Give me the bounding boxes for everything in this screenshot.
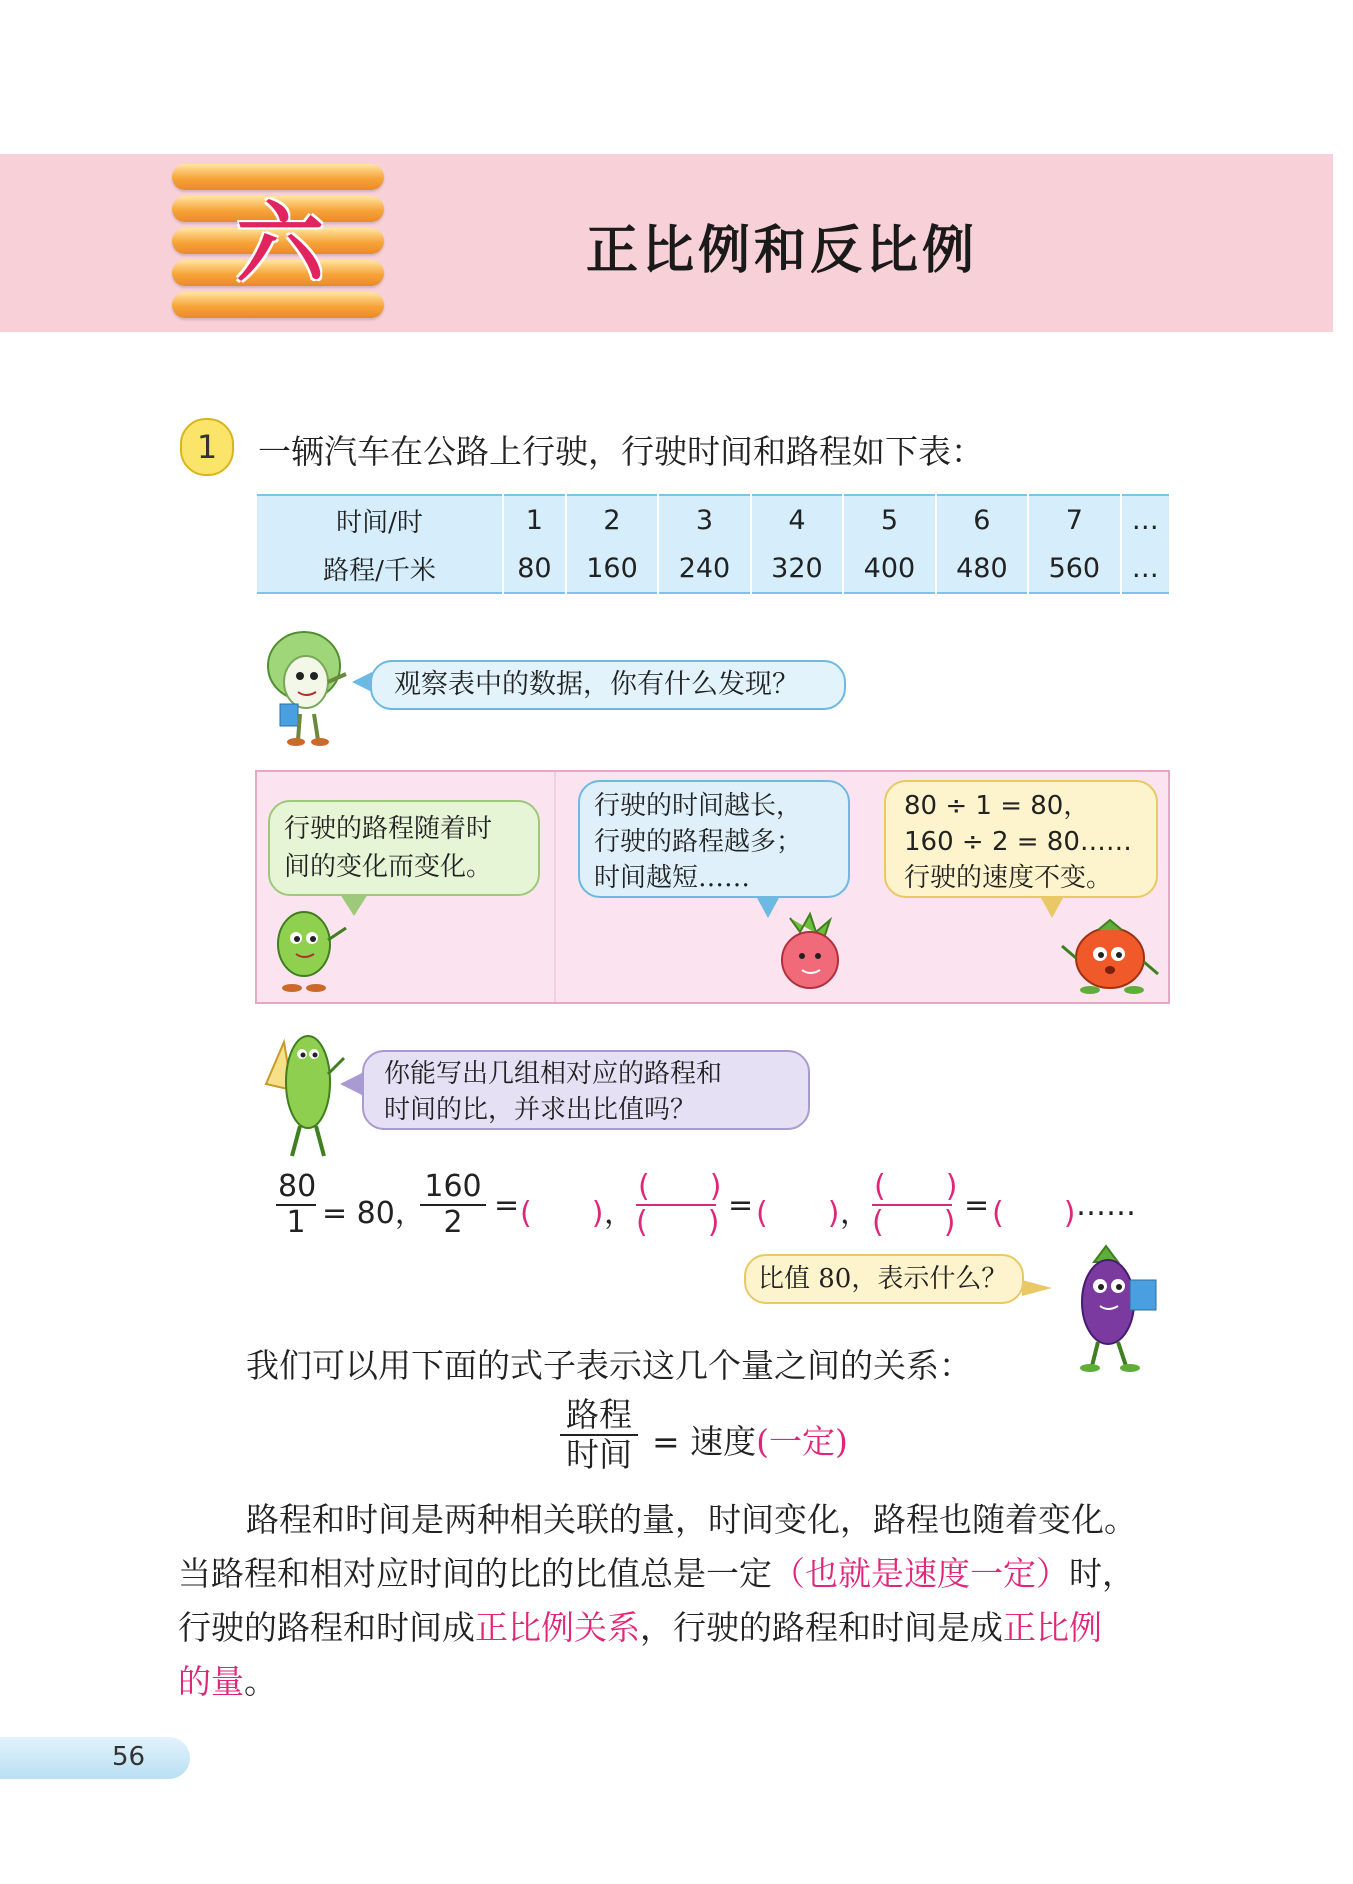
eggplant-character-icon <box>1060 1240 1170 1374</box>
fraction-numerator: 160 <box>420 1170 486 1206</box>
table-cell: … <box>1121 544 1169 593</box>
separator: ， <box>840 1196 870 1231</box>
equals-sign: = <box>494 1188 520 1223</box>
header-stripe <box>172 164 384 190</box>
tomato-character-icon <box>1054 912 1164 998</box>
bubble-line: 160 ÷ 2 = 80…… <box>904 827 1132 857</box>
table-cell: 2 <box>566 495 658 544</box>
speech-bubble-c <box>884 780 1158 898</box>
formula-denominator: 时间 <box>566 1435 632 1474</box>
relation-intro: 我们可以用下面的式子表示这几个量之间的关系： <box>246 1346 972 1385</box>
fraction-80-over-1 <box>276 1170 316 1240</box>
paragraph-line <box>178 1554 1135 1594</box>
example-badge-number: 1 <box>196 428 218 466</box>
cabbage-character-icon <box>254 622 354 748</box>
header-stripe <box>172 292 384 318</box>
ellipsis: …… <box>1076 1188 1136 1223</box>
table-cell: 560 <box>1028 544 1120 593</box>
highlight-term: 正比例关系 <box>475 1608 640 1647</box>
table-cell: 7 <box>1028 495 1120 544</box>
table-row-distance <box>257 544 1169 593</box>
answer-blank: ( ) <box>992 1196 1076 1231</box>
table-cell: 480 <box>936 544 1028 593</box>
bubble-line: 间的变化而变化。 <box>284 852 493 882</box>
fraction-denominator: 1 <box>286 1205 306 1240</box>
text-run: 时， <box>1069 1554 1135 1593</box>
fraction-numerator-blank: ( ) <box>874 1169 958 1204</box>
fraction-numerator: 80 <box>278 1169 317 1204</box>
bubble-tail <box>340 1072 364 1096</box>
equals-sign: = <box>728 1188 754 1223</box>
blank-fraction <box>872 1169 958 1240</box>
paragraph-line: 路程和时间是两种相关联的量，时间变化，路程也随着变化。 <box>246 1500 1137 1539</box>
formula-numerator: 路程 <box>560 1396 638 1436</box>
table-cell: 5 <box>843 495 935 544</box>
fraction-numerator-blank: ( ) <box>638 1169 722 1204</box>
page-number-tab <box>0 1737 190 1779</box>
text-run: 行驶的路程和时间成 <box>178 1608 475 1647</box>
time-distance-table <box>257 494 1169 594</box>
formula-fraction <box>560 1396 638 1474</box>
speech-bubble-b <box>578 780 850 898</box>
table-cell: 4 <box>751 495 843 544</box>
fraction-denominator: 2 <box>443 1205 463 1240</box>
formula-speed: = 速度 <box>652 1422 757 1461</box>
bubble-tail <box>352 672 372 692</box>
bubble-line: 行驶的时间越长， <box>594 791 803 821</box>
formula-rhs <box>652 1416 848 1463</box>
example-badge <box>180 418 234 476</box>
table-cell: 160 <box>566 544 658 593</box>
bubble-tail <box>1022 1280 1052 1296</box>
formula-constant-note: (一定) <box>756 1422 848 1461</box>
speech-bubble-question <box>362 1050 810 1130</box>
fraction-denominator-blank: ( ) <box>636 1205 720 1240</box>
bubble-line: 时间的比，并求出比值吗？ <box>384 1095 697 1125</box>
bubble-line: 时间越短…… <box>594 863 751 893</box>
speech-bubble-observe: 观察表中的数据，你有什么发现？ <box>370 660 846 710</box>
page-number: 56 <box>112 1742 146 1772</box>
table-cell: 1 <box>503 495 566 544</box>
example-intro: 一辆汽车在公路上行驶，行驶时间和路程如下表： <box>258 432 984 471</box>
table-cell: 6 <box>936 495 1028 544</box>
table-cell: 240 <box>658 544 750 593</box>
chapter-number: 六 <box>235 192 324 295</box>
bubble-line: 行驶的路程越多； <box>594 827 803 857</box>
table-cell: 320 <box>751 544 843 593</box>
bubble-line: 行驶的速度不变。 <box>904 863 1113 893</box>
speech-bubble-a <box>268 800 540 896</box>
chapter-title: 正比例和反比例 <box>586 221 979 281</box>
table-cell: 80 <box>503 544 566 593</box>
bubble-line: 行驶的路程随着时 <box>284 814 493 844</box>
table-cell: 400 <box>843 544 935 593</box>
blank-fraction <box>636 1169 722 1240</box>
bubble-line: 你能写出几组相对应的路程和 <box>384 1059 723 1089</box>
table-cell: … <box>1121 495 1169 544</box>
bubble-line: 80 ÷ 1 = 80， <box>904 791 1090 821</box>
row-label: 路程/千米 <box>323 555 436 586</box>
paragraph-line <box>178 1662 277 1702</box>
equals-sign: = <box>964 1188 990 1223</box>
highlight-term: 的量 <box>178 1662 244 1701</box>
text-run: 当路程和相对应时间的比的比值总是一定 <box>178 1554 772 1593</box>
text-run: 。 <box>244 1662 277 1701</box>
fraction-160-over-2 <box>420 1170 486 1240</box>
text-run: ，行驶的路程和时间是成 <box>640 1608 1003 1647</box>
panel-divider <box>554 772 556 1002</box>
separator: ， <box>604 1196 634 1231</box>
fraction-denominator-blank: ( ) <box>872 1205 956 1240</box>
answer-blank: ( ) <box>756 1196 840 1231</box>
radish-character-icon <box>770 908 848 996</box>
speech-bubble-ratio: 比值 80，表示什么？ <box>744 1254 1024 1304</box>
highlight-term: 正比例 <box>1003 1608 1102 1647</box>
equation-result: = 80， <box>322 1196 425 1231</box>
paragraph-line <box>178 1608 1102 1648</box>
highlight-text: （也就是速度一定） <box>772 1554 1069 1593</box>
answer-blank: ( ) <box>520 1196 604 1231</box>
pepper-character-icon <box>262 900 352 996</box>
table-row-time <box>257 495 1169 544</box>
row-label: 时间/时 <box>336 507 423 538</box>
table-cell: 3 <box>658 495 750 544</box>
